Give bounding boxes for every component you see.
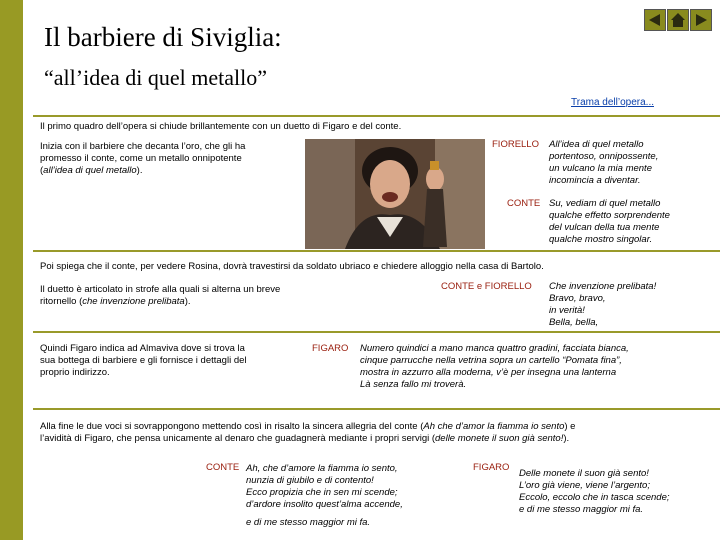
paragraph: l’avidità di Figaro, che pensa unicamente al denaro che guadagnerà mediante i propri servigi (delle monete il suon già sento!). (40, 433, 570, 444)
lyric-line: portentoso, onnipossente, (549, 151, 659, 162)
lyric-line: L’oro già viene, viene l’argento; (519, 480, 650, 491)
lyric-line: Bravo, bravo, (549, 293, 606, 304)
trama-link[interactable]: Trama dell’opera... (571, 97, 654, 108)
role-label: FIGARO (473, 462, 510, 473)
page-subtitle: “all’idea di quel metallo” (44, 65, 267, 90)
lyric-line: in verità! (549, 305, 585, 316)
lyric-line: Su, vediam di quel metallo (549, 198, 661, 209)
role-label: FIORELLO (492, 139, 539, 150)
section1-desc-line: promesso il conte, come un metallo onnipotente (40, 153, 242, 164)
lyric-line: nunzia di giubilo e di contento! (246, 475, 374, 486)
prev-slide-button[interactable] (644, 9, 666, 31)
section1-desc-line: (all’idea di quel metallo). (40, 165, 143, 176)
divider (33, 250, 720, 252)
role-label: CONTE (206, 462, 240, 473)
section1-desc-line: Inizia con il barbiere che decanta l’oro, che gli ha (40, 141, 246, 152)
lyric-line: Là senza fallo mi troverà. (360, 379, 467, 390)
home-icon (670, 12, 686, 28)
figaro-photo (305, 139, 485, 249)
lyric-line: Che invenzione prelibata! (549, 281, 657, 292)
lyric-line: e di me stesso maggior mi fa. (246, 517, 371, 528)
intro-text: Il primo quadro dell’opera si chiude brillantemente con un duetto di Figaro e del conte. (40, 121, 402, 132)
section3-desc-line: proprio indirizzo. (40, 367, 110, 378)
lyric-line: del vulcan della tua mente (549, 222, 660, 233)
lyric-line: d’ardore insolito quest’alma accende, (246, 499, 403, 510)
lyric-line: Delle monete il suon già sento! (519, 468, 649, 479)
divider (33, 331, 720, 333)
lyric-line: Bella, bella, (549, 317, 599, 328)
lyric-line: incomincia a diventar. (549, 175, 641, 186)
role-label: FIGARO (312, 343, 349, 354)
section2-desc-line: ritornello (che invenzione prelibata). (40, 296, 191, 307)
lyric-line: qualche mostro singolar. (549, 234, 653, 245)
lyric-line: qualche effetto sorprendente (549, 210, 670, 221)
home-button[interactable] (667, 9, 689, 31)
next-slide-button[interactable] (690, 9, 712, 31)
lyric-line: mostra in azzurro alla moderna, v’è per insegna una lanterna (360, 367, 617, 378)
role-label: CONTE (507, 198, 541, 209)
lyric-line: Numero quindici a mano manca quattro gradini, facciata bianca, (360, 343, 629, 354)
triangle-right-icon (694, 13, 708, 27)
lyric-line: All’idea di quel metallo (549, 139, 644, 150)
lyric-line: cinque parrucche nella vetrina sopra un cartello “Pomata fina”, (360, 355, 622, 366)
section3-desc-line: Quindi Figaro indica ad Almaviva dove si trova la (40, 343, 245, 354)
lyric-line: Ah, che d’amore la fiamma io sento, (246, 463, 398, 474)
lyric-line: Ecco propizia che in sen mi scende; (246, 487, 398, 498)
divider (33, 115, 720, 117)
lyric-line: Eccolo, eccolo che in tasca scende; (519, 492, 670, 503)
divider (33, 408, 720, 410)
lyric-line: e di me stesso maggior mi fa. (519, 504, 644, 515)
page-title: Il barbiere di Siviglia: (44, 22, 282, 52)
role-label: CONTE e FIORELLO (441, 281, 532, 292)
section2-desc-line: Il duetto è articolato in strofe alla quali si alterna un breve (40, 284, 281, 295)
paragraph: Alla fine le due voci si sovrappongono mettendo così in risalto la sincera allegria del conte (Ah che d’amor la fiamma io sento) e (40, 421, 576, 432)
section3-desc-line: sua bottega di barbiere e gli fornisce i dettagli del (40, 355, 247, 366)
left-accent-bar (0, 0, 23, 540)
lyric-line: un vulcano la mia mente (549, 163, 652, 174)
triangle-left-icon (648, 13, 662, 27)
paragraph: Poi spiega che il conte, per vedere Rosina, dovrà travestirsi da soldato ubriaco e chiedere alloggio nella casa di Bartolo. (40, 261, 544, 272)
